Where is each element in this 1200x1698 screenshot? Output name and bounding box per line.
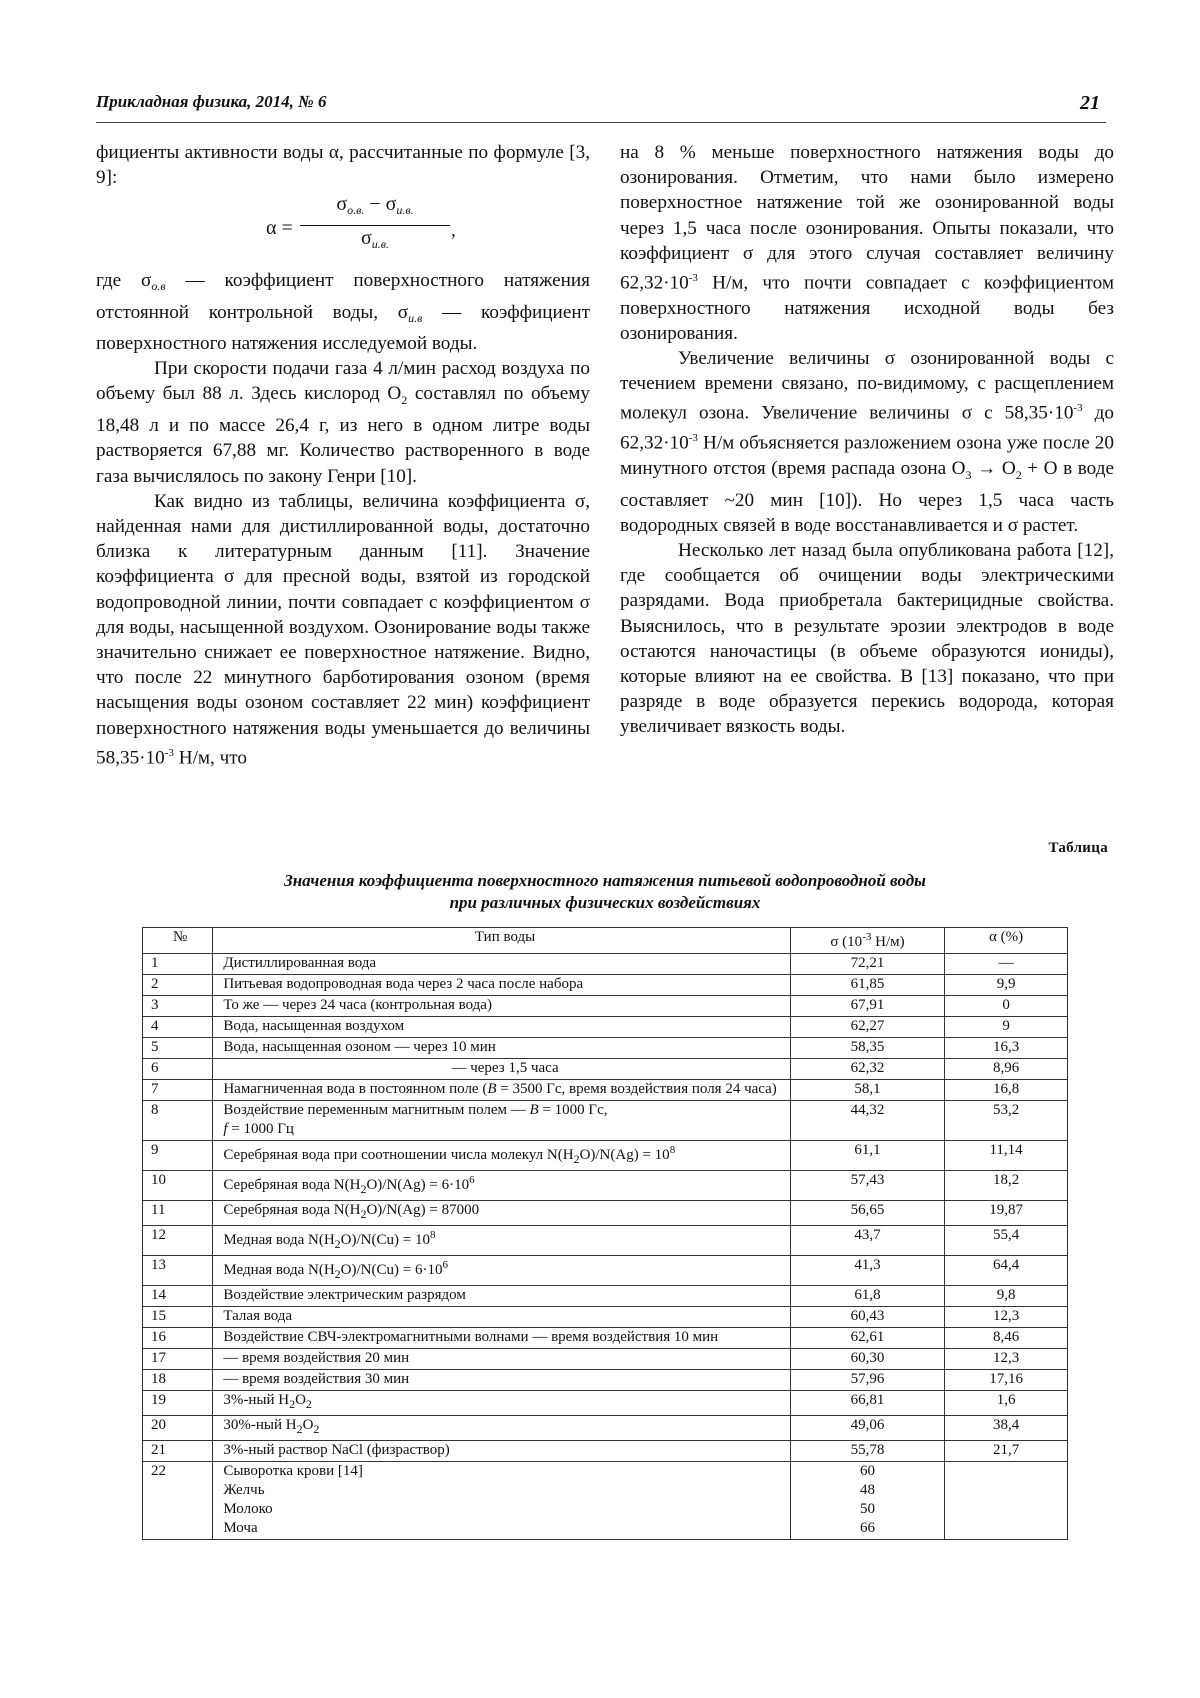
- table-row: 20 30%-ный $H_2O_2$ 49,06 38,4: [143, 1416, 1068, 1441]
- table-row: 2 Питьевая водопроводная вода через 2 часа после набора 61,85 9,9: [143, 975, 1068, 996]
- table-row: 14 Воздействие электрическим разрядом 61,8 9,8: [143, 1286, 1068, 1307]
- page-number: 21: [1080, 92, 1100, 114]
- table-row: 21 3%-ный раствор NaCl (физраствор) 55,78 21,7: [143, 1441, 1068, 1462]
- header-no: №: [143, 928, 213, 954]
- left-column: [96, 140, 590, 770]
- right-column: [620, 140, 1114, 740]
- table-row: 6 — через 1,5 часа 62,32 8,96: [143, 1059, 1068, 1080]
- table-row: 5 Вода, насыщенная озоном — через 10 мин 58,35 16,3: [143, 1038, 1068, 1059]
- table-title: Значения коэффициента поверхностного натяжения питьевой водопроводной воды при различных физических воздействиях: [284, 871, 926, 912]
- formula-numerator: $\sigma_{о.в.} - \sigma_{и.в.}$: [300, 192, 450, 225]
- table-row: 19 3%-ный $H_2O_2$ 66,81 1,6: [143, 1391, 1068, 1416]
- paragraph: При скорости подачи газа 4 л/мин расход воздуха по объему был 88 л. Здесь кислород $O_2$ составлял по объему 18,48 л и по массе 26,4 г, из него в одном литре воды растворяется 67,88 мг. Количество растворенного в воде газа вычислялось по закону Генри [10].: [96, 358, 590, 487]
- paragraph: Несколько лет назад была опубликована работа [12], где сообщается об очищении воды электрическими разрядами. Вода приобретала бактерицидные свойства. Выяснилось, что в результате эрозии электродов в воде остаются наночастицы (в объеме образуются иониды), которые влияют на ее свойства. В [13] показано, что при разряде в воде образуется перекись водорода, которая увеличивает вязкость воды.: [620, 540, 1114, 738]
- table-row: 13 Медная вода $N(H_2O)/N(Cu) = 6\cdot 10^6$ 41,3 64,4: [143, 1256, 1068, 1286]
- header-type: Тип воды: [213, 928, 790, 954]
- journal-title: Прикладная физика, 2014, № 6: [96, 92, 327, 111]
- table-row: 18 — время воздействия 30 мин 57,96 17,16: [143, 1370, 1068, 1391]
- table-row: 17 — время воздействия 20 мин 60,30 12,3: [143, 1349, 1068, 1370]
- table-row: 10 Серебряная вода $N(H_2O)/N(Ag) = 6\cdot 10^6$ 57,43 18,2: [143, 1171, 1068, 1201]
- table-row: 1 Дистиллированная вода 72,21 —: [143, 954, 1068, 975]
- formula-denominator: $\sigma_{и.в.}$: [361, 226, 389, 251]
- table-row: 3 То же — через 24 часа (контрольная вода) 67,91 0: [143, 996, 1068, 1017]
- table-row: 4 Вода, насыщенная воздухом 62,27 9: [143, 1017, 1068, 1038]
- paragraph: Как видно из таблицы, величина коэффициента σ, найденная нами для дистиллированной воды, достаточно близка к литературным данным [11]. Значение коэффициента σ для пресной воды, взятой из городской водопроводной линии, почти совпадает с коэффициентом σ для воды, насыщенной воздухом. Озонирование воды также значительно снижает ее поверхностное натяжение. Видно, что после 22 минутного барботирования озоном (время насыщения воды озоном составляет 22 мин) коэффициент поверхностного натяжения воды уменьшается до величины $58,35\cdot 10^{-3}$ Н/м, что: [96, 490, 590, 769]
- formula-fraction: [300, 192, 450, 256]
- table-row: 9 Серебряная вода при соотношении числа молекул $N(H_2O)/N(Ag) = 10^8$ 61,1 11,14: [143, 1141, 1068, 1171]
- paragraph: Увеличение величины σ озонированной воды с течением времени связано, по-видимому, с расщеплением молекул озона. Увеличение величины σ с $58,35\cdot 10^{-3}$ до $62,32\cdot 10^{-3}$ Н/м объясняется разложением озона уже после 20 минутного отстоя (время распада озона $O_3 \to O_2 + O$ в воде составляет ~20 мин [10]). Но через 1,5 часа часть водородных связей в воде восстанавливается и σ растет.: [620, 348, 1114, 536]
- table-row: 7 Намагниченная вода в постоянном поле (B = 3500 Гс, время воздействия поля 24 часа) 58,1 16,8: [143, 1080, 1068, 1101]
- table-row: 11 Серебряная вода $N(H_2O)/N(Ag) = 87000$ 56,65 19,87: [143, 1201, 1068, 1226]
- table-row: 8 Воздействие переменным магнитным полем — B = 1000 Гс, f = 1000 Гц 44,32 53,2: [143, 1101, 1068, 1141]
- paragraph: на 8 % меньше поверхностного натяжения воды до озонирования. Отметим, что нами было измерено поверхностное натяжение той же озонированной воды через 1,5 часа после озонирования. Опыты показали, что коэффициент σ для этого случая составляет величину $62,32\cdot 10^{-3}$ Н/м, что почти совпадает с коэффициентом поверхностного натяжения исходной воды без озонирования.: [620, 142, 1114, 344]
- running-header: [96, 92, 1106, 123]
- table-row: 22 Сыворотка крови [14] Желчь Молоко Моча 60 48 50 66: [143, 1462, 1068, 1540]
- formula-lhs: α =: [266, 217, 293, 240]
- header-alpha: α (%): [945, 928, 1068, 954]
- surface-tension-table: [142, 927, 1068, 1540]
- table-label: Таблица: [1048, 840, 1108, 856]
- paragraph: фициенты активности воды α, рассчитанные по формуле [3, 9]:: [96, 142, 590, 189]
- table-row: 12 Медная вода $N(H_2O)/N(Cu) = 10^8$ 43,7 55,4: [143, 1226, 1068, 1256]
- header-sigma: σ ($10^{-3}$ Н/м): [790, 928, 944, 954]
- table-row: 15 Талая вода 60,43 12,3: [143, 1307, 1068, 1328]
- paragraph: где $\sigma_{о.в}$ — коэффициент поверхностного натяжения отстоянной контрольной воды, $\sigma_{и.в}$ — коэффициент поверхностного натяжения исследуемой воды.: [96, 270, 590, 354]
- table-row: 16 Воздействие СВЧ-электромагнитными волнами — время воздействия 10 мин 62,61 8,46: [143, 1328, 1068, 1349]
- formula-comma: ,: [451, 220, 456, 242]
- alpha-formula: [96, 192, 590, 264]
- table-header-row: [143, 928, 1068, 954]
